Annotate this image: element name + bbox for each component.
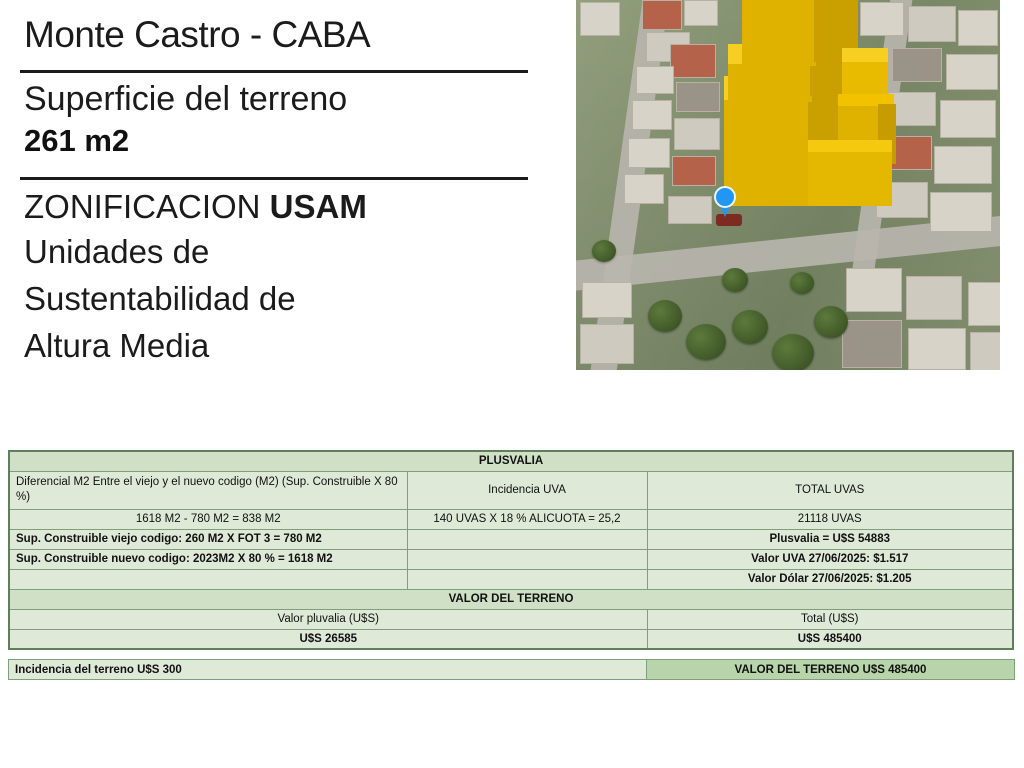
surface-value: 261 m2: [24, 122, 130, 158]
parcel: [842, 320, 902, 368]
tree: [790, 272, 814, 294]
col2-header: Incidencia UVA: [407, 471, 647, 509]
parcel: [958, 10, 998, 46]
parcel: [624, 174, 664, 204]
row4-empty-1: [9, 569, 407, 589]
table-row: [9, 660, 1015, 680]
parcel: [934, 146, 992, 184]
table-row: [9, 549, 1013, 569]
tree: [732, 310, 768, 344]
parcel: [580, 324, 634, 364]
row1-incidencia-uva: 140 UVAS X 18 % ALICUOTA = 25,2: [407, 509, 647, 529]
table-row: [9, 451, 1013, 471]
table-row: [9, 471, 1013, 509]
parcel: [906, 276, 962, 320]
surface-label: Superficie del terreno: [24, 80, 348, 119]
aerial-3d-massing-image: [576, 0, 1000, 370]
table-row: [9, 529, 1013, 549]
footer-valor-terreno: VALOR DEL TERRENO U$S 485400: [647, 660, 1015, 680]
parcel: [908, 328, 966, 370]
property-summary-block: [18, 8, 558, 369]
col1-header: Diferencial M2 Entre el viejo y el nuevo codigo (M2) (Sup. Construible X 80 %): [9, 471, 407, 509]
tree: [772, 334, 814, 370]
parcel: [940, 100, 996, 138]
parcel: [628, 138, 670, 168]
row5-total-label: Total (U$S): [647, 609, 1013, 629]
table-row: [9, 569, 1013, 589]
zoning-desc-line-2: Sustentabilidad de: [24, 279, 296, 317]
parcel: [968, 282, 1000, 326]
table-row: [9, 509, 1013, 529]
tree: [592, 240, 616, 262]
tree: [648, 300, 682, 332]
parcel: [636, 66, 674, 94]
divider-1: [20, 70, 528, 73]
row3-valor-uva: Valor UVA 27/06/2025: $1.517: [647, 549, 1013, 569]
parcel: [632, 100, 672, 130]
parcel: [846, 268, 902, 312]
zoning-desc-line-3: Altura Media: [24, 326, 210, 364]
row1-total-uvas: 21118 UVAS: [647, 509, 1013, 529]
valuation-table: [8, 450, 1014, 680]
parcel: [582, 282, 632, 318]
parcel: [970, 332, 1000, 370]
section-header-valor-terreno: VALOR DEL TERRENO: [9, 589, 1013, 609]
zoning-label: ZONIFICACION: [24, 188, 261, 226]
row2-plusvalia: Plusvalia = U$S 54883: [647, 529, 1013, 549]
parcel: [684, 0, 718, 26]
row5-valor-pluvalia-label: Valor pluvalia (U$S): [9, 609, 647, 629]
row3-empty: [407, 549, 647, 569]
footer-incidencia: Incidencia del terreno U$S 300: [9, 660, 647, 680]
row6-total-value: U$S 485400: [647, 629, 1013, 649]
parcel: [908, 6, 956, 42]
location-pin-icon: [714, 186, 736, 216]
parcel: [930, 192, 992, 232]
zoning-code: USAM: [269, 188, 367, 226]
parcel: [676, 82, 720, 112]
row3-sup-nuevo: Sup. Construible nuevo codigo: 2023M2 X 80 % = 1618 M2: [9, 549, 407, 569]
row6-valor-pluvalia-value: U$S 26585: [9, 629, 647, 649]
table-row: [9, 589, 1013, 609]
section-header-plusvalia: PLUSVALIA: [9, 451, 1013, 471]
parcel: [946, 54, 998, 90]
row2-sup-viejo: Sup. Construible viejo codigo: 260 M2 X FOT 3 = 780 M2: [9, 529, 407, 549]
page-title: Monte Castro - CABA: [24, 14, 371, 55]
tree: [686, 324, 726, 360]
row1-diferencial: 1618 M2 - 780 M2 = 838 M2: [9, 509, 407, 529]
divider-2: [20, 177, 528, 180]
table-row: [9, 629, 1013, 649]
table-row: [9, 609, 1013, 629]
col3-header: TOTAL UVAS: [647, 471, 1013, 509]
tree: [722, 268, 748, 292]
parcel: [674, 118, 720, 150]
parcel: [860, 2, 904, 36]
plusvalia-table: [8, 450, 1014, 650]
parcel: [892, 48, 942, 82]
parcel: [580, 2, 620, 36]
row2-empty: [407, 529, 647, 549]
footer-table: [8, 659, 1015, 680]
parcel: [672, 156, 716, 186]
zoning-desc-line-1: Unidades de: [24, 232, 210, 270]
zoning-line: [18, 186, 558, 229]
row4-empty-2: [407, 569, 647, 589]
row4-valor-dolar: Valor Dólar 27/06/2025: $1.205: [647, 569, 1013, 589]
parcel: [668, 196, 712, 224]
parcel: [670, 44, 716, 78]
parcel: [642, 0, 682, 30]
tree: [814, 306, 848, 338]
